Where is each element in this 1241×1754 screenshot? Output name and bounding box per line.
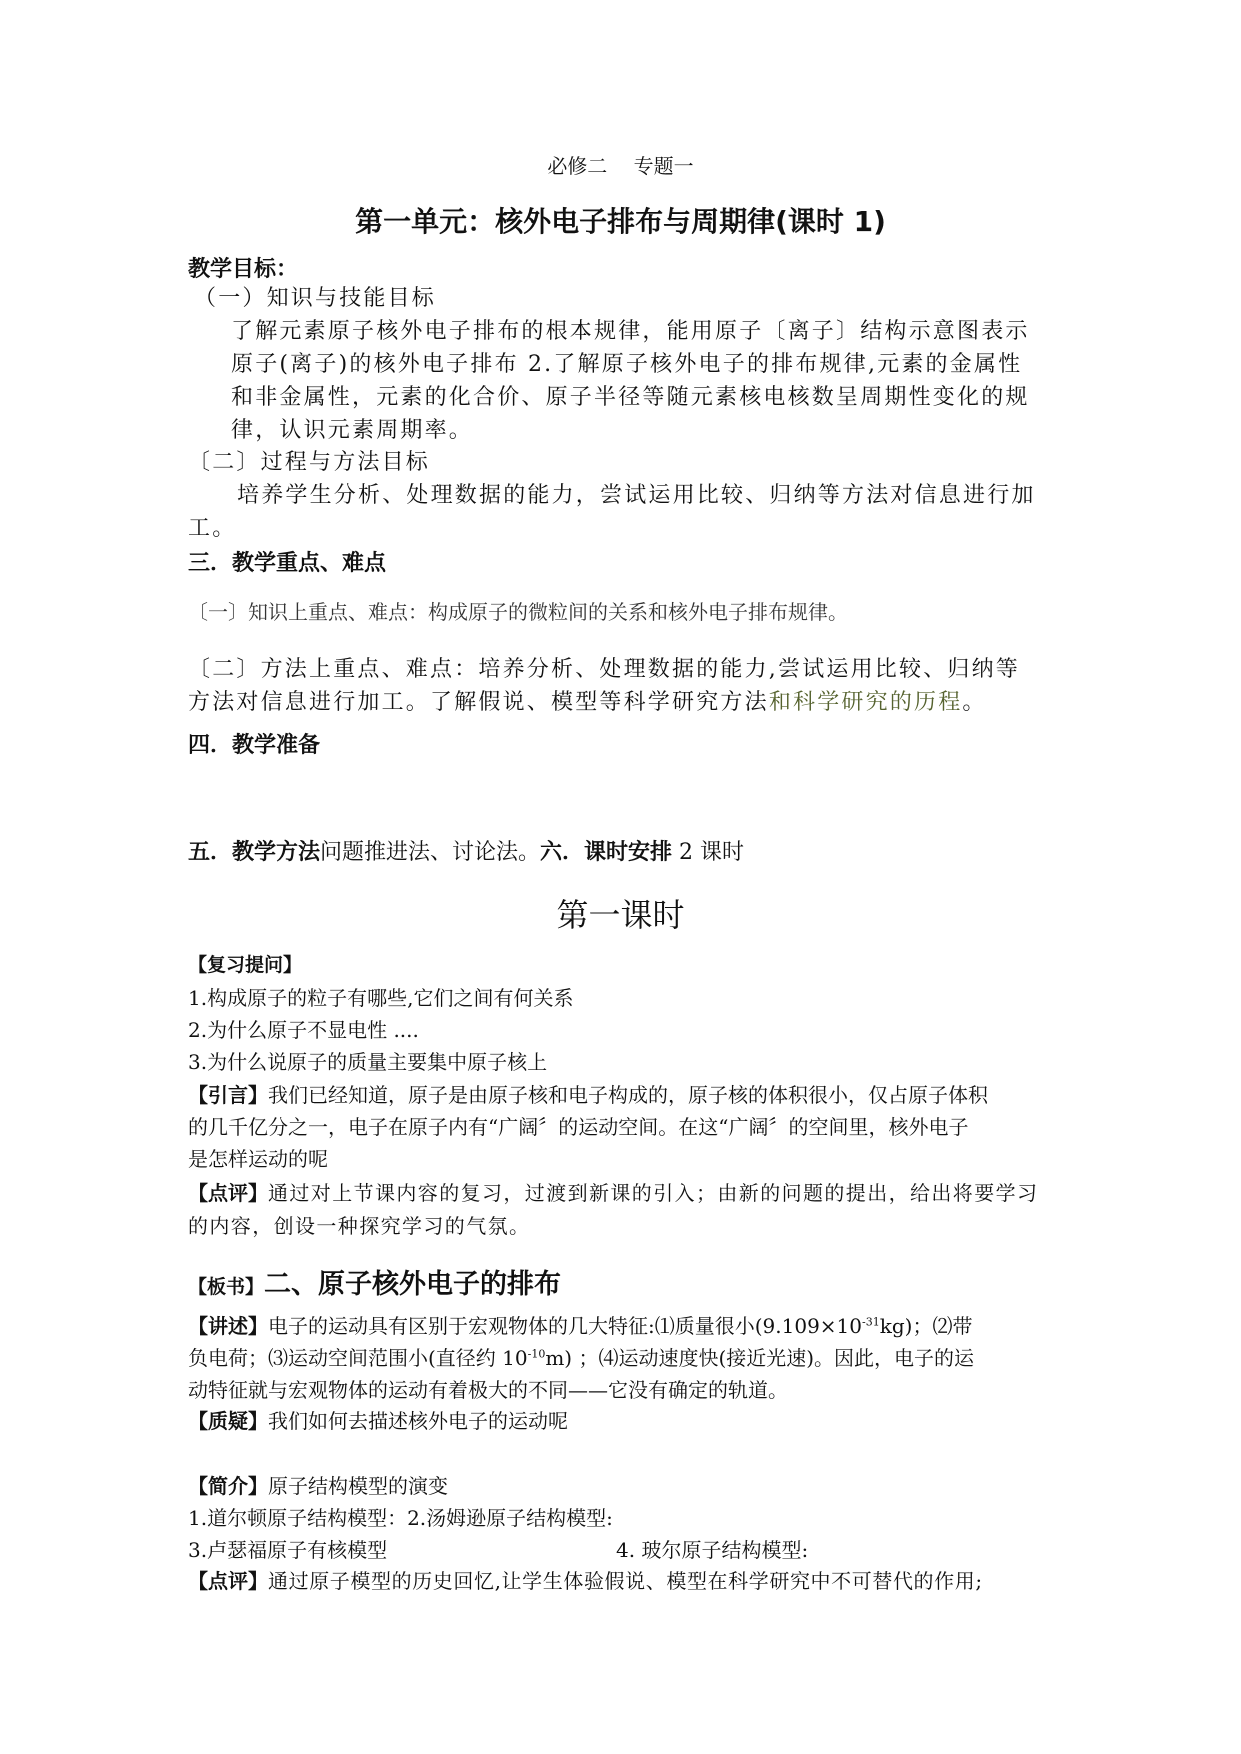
schedule-text: 2 课时 xyxy=(672,840,745,865)
objectives-section1-heading: （一）知识与技能目标 xyxy=(194,286,437,311)
models-1-2: 1.道尔顿原子结构模型：2.汤姆逊原子结构模型: xyxy=(188,1506,613,1530)
lecture-line-2 xyxy=(188,1342,974,1371)
objectives-section1-text xyxy=(231,315,1030,447)
highlighted-text: 和科学研究的历程 xyxy=(768,690,963,715)
intro-line-1 xyxy=(188,1079,988,1108)
objectives-section2-line2: 工。 xyxy=(188,516,237,541)
keypoints-item2-line1: 〔二〕方法上重点、难点：培养分析、处理数据的能力,尝试运用比较、归纳等 xyxy=(188,657,1020,682)
comment2-tag: 【点评】 xyxy=(188,1569,268,1593)
text-line: 原子(离子)的核外电子排布 2.了解原子核外电子的排布规律,元素的金属性 xyxy=(231,352,1023,377)
keypoints-item2-line2 xyxy=(188,686,987,719)
text-segment: 负电荷；⑶运动空间范围小(直径约 10 xyxy=(188,1346,528,1370)
brief-tag: 【简介】 xyxy=(188,1474,268,1498)
objectives-section2-heading: 〔二〕过程与方法目标 xyxy=(188,450,431,475)
methods-heading: 五．教学方法 xyxy=(188,840,321,865)
review-question-3: 3.为什么说原子的质量主要集中原子核上 xyxy=(188,1050,548,1074)
question-text: 我们如何去描述核外电子的运动呢 xyxy=(268,1409,568,1433)
methods-text: 问题推进法、讨论法。 xyxy=(320,840,541,865)
text-segment: m) ；⑷运动速度快(接近光速)。因此，电子的运 xyxy=(545,1346,975,1370)
text-segment: 。 xyxy=(962,690,987,715)
board-title: 二、原子核外电子的排布 xyxy=(264,1269,562,1300)
model-3: 3.卢瑟福原子有核模型 xyxy=(188,1538,388,1562)
schedule-heading: 六．课时安排 xyxy=(540,840,673,865)
intro-text: 我们已经知道，原子是由原子核和电子构成的，原子核的体积很小，仅占原子体积 xyxy=(268,1083,988,1107)
lecture-line-1 xyxy=(188,1310,972,1339)
text-line: 和非金属性，元素的化合价、原子半径等随元素核电核数呈周期性变化的规 xyxy=(231,385,1030,410)
comment2-line xyxy=(188,1565,983,1594)
course-subtitle: 必修二 专题一 xyxy=(547,154,694,178)
review-question-2: 2.为什么原子不显电性 .... xyxy=(188,1018,419,1042)
lecture-line-3: 动特征就与宏观物体的运动有着极大的不同——它没有确定的轨道。 xyxy=(188,1378,788,1402)
comment2-text: 通过原子模型的历史回忆,让学生体验假说、模型在科学研究中不可替代的作用; xyxy=(268,1569,983,1593)
keypoints-item1: 〔一〕知识上重点、难点：构成原子的微粒间的关系和核外电子排布规律。 xyxy=(188,600,848,624)
comment1-line-1 xyxy=(188,1177,1038,1206)
page-title: 第一单元：核外电子排布与周期律(课时 1) xyxy=(355,205,886,238)
text-line: 律，认识元素周期率。 xyxy=(231,418,474,443)
lesson-title: 第一课时 xyxy=(556,896,685,934)
question-line xyxy=(188,1405,568,1434)
lecture-tag: 【讲述】 xyxy=(188,1314,268,1338)
prep-heading: 四．教学准备 xyxy=(188,733,321,758)
text-line: 了解元素原子核外电子排布的根本规律，能用原子〔离子〕结构示意图表示 xyxy=(231,319,1030,344)
methods-line xyxy=(188,835,744,866)
text-segment: 电子的运动具有区别于宏观物体的几大特征:⑴质量很小(9.109×10 xyxy=(268,1314,863,1338)
brief-line xyxy=(188,1470,448,1499)
objectives-heading: 教学目标： xyxy=(188,257,299,282)
superscript: -31 xyxy=(862,1315,880,1329)
intro-line-2: 的几千亿分之一，电子在原子内有“广阔〞的运动空间。在这“广阔〞的空间里，核外电子 xyxy=(188,1115,969,1139)
comment1-text: 通过对上节课内容的复习，过渡到新课的引入；由新的问题的提出，给出将要学习 xyxy=(268,1181,1039,1205)
board-line xyxy=(188,1262,561,1301)
review-tag: 【复习提问】 xyxy=(188,954,303,976)
question-tag: 【质疑】 xyxy=(188,1409,268,1433)
brief-text: 原子结构模型的演变 xyxy=(268,1474,448,1498)
model-4: 4. 玻尔原子结构模型: xyxy=(616,1538,809,1562)
review-question-1: 1.构成原子的粒子有哪些,它们之间有何关系 xyxy=(188,986,574,1010)
intro-line-3: 是怎样运动的呢 xyxy=(188,1147,328,1171)
board-tag: 【板书】 xyxy=(188,1276,265,1298)
intro-tag: 【引言】 xyxy=(188,1083,268,1107)
text-segment: 方法对信息进行加工。了解假说、模型等科学研究方法 xyxy=(188,690,769,715)
comment1-line-2: 的内容，创设一种探究学习的气氛。 xyxy=(188,1214,531,1238)
comment1-tag: 【点评】 xyxy=(188,1181,268,1205)
text-segment: kg)；⑵带 xyxy=(879,1314,973,1338)
keypoints-heading: 三．教学重点、难点 xyxy=(188,551,387,576)
objectives-section2-line1: 培养学生分析、处理数据的能力，尝试运用比较、归纳等方法对信息进行加 xyxy=(237,483,1036,508)
superscript: -10 xyxy=(527,1347,546,1361)
